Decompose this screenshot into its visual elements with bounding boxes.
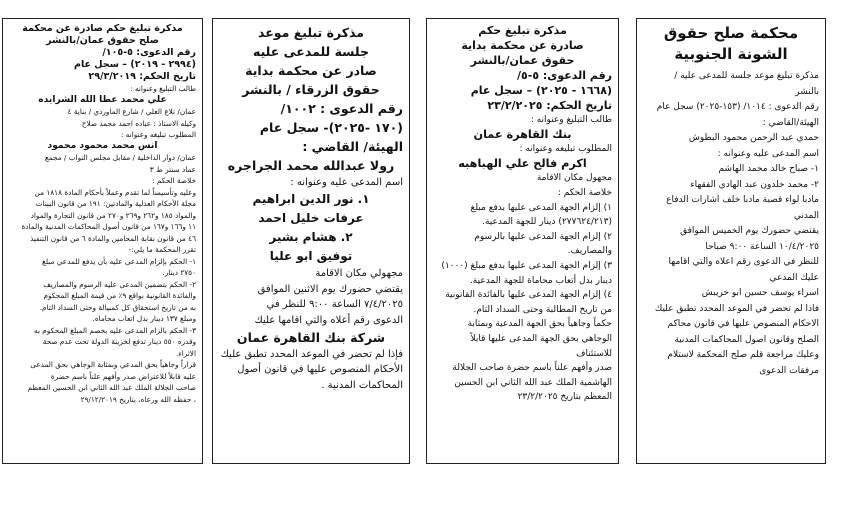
notice-verdict-date: تاريخ الحكم: ٢٣/٢/٢٠٢٥	[487, 99, 612, 112]
notice-case-register: (١٦٦٨ - ٢٠٢٥) – سجل عام	[470, 84, 612, 97]
notice-title-line-2: جلسة للمدعى عليه	[252, 44, 370, 59]
notice-title: مذكرة تبليغ حكم	[478, 24, 567, 37]
notice-line: ١٠/٤/٢٠٢٥ الساعة ٩:٠٠ صباحا	[705, 241, 819, 252]
notice-line: طالب التبليغ وعنوانه :	[130, 84, 196, 93]
notice-line: فإذا لم تحضر في الموعد المحدد تطبق عليك	[220, 349, 403, 361]
notice-line: دينار بدل أتعاب محاماة للجهة المدعية.	[469, 275, 612, 286]
notice-line: يقتضي حضورك يوم الخميس الموافق	[680, 226, 819, 236]
notice-line: صدر وأفهم علناً باسم حضرة صاحب الجلالة	[452, 363, 612, 374]
notice-amman-reconciliation-judgment	[2, 18, 203, 464]
notice-line: المطلوب تبليغه وعنوانه :	[120, 130, 196, 139]
notice-line: مجهول مكان الاقامة	[536, 173, 612, 184]
notice-line: حكماً وجاهياً بحق الجهة المدعية وبمثابة	[467, 319, 612, 330]
notice-title-line-4: حقوق الزرقاء / بالنشر	[242, 82, 380, 97]
notice-line: اسراء يوسف حسين ابو خريبش	[701, 288, 819, 298]
notice-case-number: رقم الدعوى : ١٠٠٢/	[280, 101, 403, 116]
notice-line: وعليك مراجعة قلم صلح المحكمة لاستلام	[667, 350, 819, 360]
notice-body	[433, 113, 612, 405]
notice-line: رقم الدعوى : ١٠١٤/ (١٥٣-٢٠٢٥) سجل عام	[656, 102, 819, 112]
notice-line: والمواد ١٨٥ و٢٦٢ و٢٦٩ و٢٧٠ من قانون التجارة والمواد	[30, 210, 196, 220]
notice-line: والمصاريف.	[567, 246, 612, 257]
notice-line: الهاشمية الملك عبد الله الثاني ابن الحسين	[454, 377, 612, 388]
notice-closing	[219, 347, 403, 393]
notice-zarqa-first-instance-hearing	[212, 18, 410, 464]
notice-line: انس محمد محمود محمود	[47, 140, 158, 151]
notice-title: مذكرة تبليغ حكم صادرة عن محكمة	[22, 23, 183, 34]
notice-body	[643, 69, 819, 379]
notice-line: ، حفظه الله ورعاه، بتاريخ ٢٩/١٢/٢٠١٩	[80, 394, 196, 404]
notice-line: (٢٧٧٦٢٤/٢١٣) دينار للجهة المدعية.	[482, 217, 612, 228]
notice-amman-first-instance-judgment	[426, 18, 619, 464]
notice-line: قراراً وجاهياً بحق المدعي وبمثابة الوجاهي بحق المدعى	[30, 360, 196, 369]
notice-line: وكيله الاستاذ : عباده احمد محمد صلاح	[81, 118, 196, 128]
notice-judge-name: رولا عبدالله محمد الجراجره	[227, 158, 395, 173]
notice-line: ٢) إلزام الجهة المدعى عليها بالرسوم	[474, 231, 612, 242]
notice-reconciliation-court-hearing	[636, 18, 826, 464]
notice-line: الوجاهي بحق الجهة المدعى عليها قابلاً	[470, 333, 612, 344]
notice-line: ١١ و١٦٦ و١٦٧ من قانون أصول المحاكمات المدنية والمادة	[21, 222, 196, 231]
notice-line: المطلوب تبليغه وعنوانه :	[519, 144, 612, 155]
notice-case-number: رقم الدعوى: ٥-٥/	[516, 69, 612, 82]
notice-line: مرفقات الدعوى	[759, 365, 819, 376]
notice-body	[9, 83, 196, 405]
notice-line: حمدي عبد الرحمن محمود البطوش	[688, 133, 819, 143]
notice-plaintiff: شركة بنك القاهرة عمان	[236, 330, 386, 346]
notice-line: طالب التبليغ وعنوانه :	[530, 115, 612, 125]
notice-line: فاذا لم تحضر في الموعد المحدد تطبق عليك	[654, 303, 819, 314]
notice-verdict-date: تاريخ الحكم: ٢٩/٣/٢٠١٩	[88, 71, 196, 82]
notice-title-line-3: صادر عن محكمة بداية	[245, 63, 377, 78]
notice-case-register: (١٧٠ -٢٠٢٥)- سجل عام	[259, 120, 403, 135]
notice-line: ٢٧٥٠ دينار.	[162, 268, 196, 277]
notice-line: اسم المدعى عليه وعنوانه :	[717, 148, 819, 159]
notice-case-number: رقم الدعوى: ٥-١٠٥/	[102, 47, 196, 58]
notice-defendant-1b: عرفات خليل احمد	[258, 211, 364, 226]
notice-line: الهيئة/القاضي :	[762, 117, 819, 128]
notice-line: المحاكمات المدنية .	[321, 379, 403, 391]
notice-title-line-3: حقوق عمان/بالنشر	[470, 54, 575, 67]
notice-body	[219, 266, 403, 328]
notice-title-line-2: صادرة عن محكمة بداية	[461, 39, 584, 52]
notice-line: والفائدة القانونية بواقع ٩٪ من قيمة المبلغ المحكوم	[43, 291, 196, 300]
notice-line: ومبلغ ١٣٧ دينار بدل اتعاب محاماه.	[92, 314, 196, 323]
notice-line: اكرم فالح علي الهباهبه	[458, 156, 587, 170]
notice-defendant-label: اسم المدعى عليه وعنوانه :	[290, 177, 403, 188]
notice-line: المعظم بتاريخ ٢٣/٢/٢٠٢٥	[517, 392, 612, 403]
notice-line: عماد سنتر ط ٣	[149, 164, 196, 174]
notice-line: ٢- الحكم بتضمين المدعى عليه الرسوم والمصاريف	[43, 279, 196, 289]
notice-line: ٣) إلزام الجهة المدعى عليها بدفع مبلغ (١٠٠٠)	[441, 260, 612, 271]
notice-line: وعليه وتأسيساً لما تقدم وعملاً بأحكام المادة ١٨١٨ من	[34, 187, 196, 197]
notice-line: ١- صباح خالد محمد الهاشم	[718, 164, 819, 174]
notice-line: عليه قابلاً للاعتراض صدر وأفهم علناً باسم حضرة	[50, 371, 196, 381]
notice-line: خلاصة الحكم :	[557, 187, 612, 198]
notice-line: الأحكام المنصوص عليها في قانون أصول	[237, 364, 403, 376]
notice-title-line-2: صلح حقوق عمان/بالنشر	[46, 35, 159, 46]
notice-line: يقتضي حضورك يوم الاثنين الموافق	[257, 283, 403, 295]
notice-panel-label: الهيئة/ القاضي :	[302, 139, 403, 154]
notice-title: مذكرة تبليغ موعد	[258, 25, 364, 40]
notice-defendant-1a: ١. نور الدين ابراهيم	[252, 192, 370, 207]
notice-line: من تاريخ المطالبة وحتى السداد التام.	[473, 304, 612, 315]
notice-line: ١) إلزام الجهة المدعى عليها بدفع مبلغ	[470, 202, 612, 213]
notice-line: بنك القاهرة عمان	[473, 127, 572, 141]
notice-line: الاثراء.	[175, 348, 196, 358]
notice-line: مادبا لواء قصبة مادبا خلف اشارات الدفاع	[666, 195, 819, 205]
notice-line: به من تاريخ استحقاق كل كمبيالة وحتى السداد التام.	[39, 302, 196, 312]
notice-line: للاستئناف	[576, 348, 612, 359]
notice-line: مجلة الأحكام العدلية والمادتين: ١٩١ من قانون البينات	[35, 199, 196, 208]
notice-line: خلاصة الحكم :	[152, 176, 196, 185]
notice-line: ١- الحكم بإلزام المدعى عليه بأن يدفع للمدعي مبلغ	[41, 256, 196, 266]
notice-line: ٣- الحكم بالزام المدعى عليه بخصم المبلغ المحكوم به	[34, 325, 196, 335]
notice-defendant-2a: ٢. هشام بشير	[269, 230, 353, 245]
notice-line: الدعوى رقم أعلاه والتي اقامها عليك	[254, 314, 403, 326]
notice-line: عمان/ دوار الداخلية / مقابل مجلس النواب / مجمع	[44, 153, 196, 162]
notice-line: مذكرة تبليغ موعد جلسة للمدعى عليه /	[674, 71, 819, 81]
notice-court-location: الشونة الجنوبية	[674, 45, 788, 63]
notice-line: للنظر في الدعوى رقم اعلاه والتي اقامها	[668, 257, 819, 267]
notice-line: بالنشر	[795, 86, 819, 97]
notice-line: عمان/ تلاع العلي / شارع الماوردي / بناية ٤	[67, 107, 196, 116]
notice-court-name: محكمة صلح حقوق	[663, 24, 799, 42]
notice-line: تقرر المحكمة ما يلي:-	[128, 245, 196, 254]
notice-line: المدني	[793, 210, 819, 221]
notice-line: الصلح وقانون اصول المحاكمات المدنية	[674, 334, 819, 345]
notice-line: وقدره ٥٥٠ دينار تدفع لخزينة الدولة تحت عدم صحة	[42, 337, 196, 346]
notice-line: صاحب الجلالة الملك عبد الله الثاني ابن الحسين المعظم	[27, 383, 196, 392]
notice-line: ٤) إلزام الجهة المدعى عليها بالفائدة القانونية	[445, 290, 612, 301]
notice-line: مجهولي مكان الاقامة	[315, 268, 403, 280]
notice-case-register: (٢٩٩٤ - ٢٠١٩) – سجل عام	[73, 59, 196, 70]
notice-line: عليك المدعي	[769, 272, 819, 283]
notice-line: ٤٦ من قانون نقابة المحامين والمادة ٦ من قانون التنفيذ	[30, 233, 196, 243]
notice-line: ٢- محمد خلدون عبد الهادي الفقهاء	[690, 179, 819, 190]
notice-line: ٧/٤/٢٠٢٥ الساعة ٩:٠٠ للنظر في	[266, 299, 403, 311]
notice-line: الاحكام المنصوص عليها في قانون محاكم	[667, 319, 819, 329]
notice-defendant-2b: توفيق ابو عليا	[269, 249, 353, 264]
notice-line: علي محمد عطا الله الشرايده	[38, 94, 167, 105]
